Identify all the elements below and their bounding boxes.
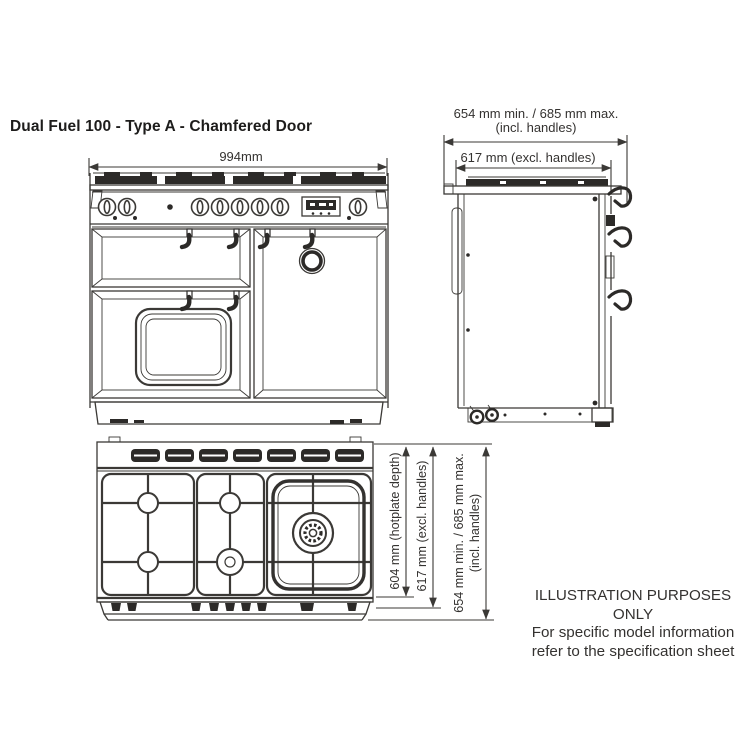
- front-hob-top: [90, 172, 388, 190]
- front-width-dimension: [89, 149, 387, 176]
- top-depth-incl-label-1: 654 mm min. / 685 mm max.: [452, 453, 466, 613]
- front-tall-oven-door: [254, 229, 386, 398]
- clock-display: [302, 197, 340, 216]
- front-control-panel: [90, 192, 388, 227]
- disclaimer-line-3: refer to the specification sheet: [531, 642, 735, 660]
- side-depth-incl-label-1: 654 mm min. / 685 mm max.: [453, 106, 619, 121]
- top-view-dimensions: [368, 444, 494, 620]
- hob-grates: [102, 474, 371, 595]
- top-depth-incl-label-2: (incl. handles): [468, 493, 482, 573]
- front-grill-door: [92, 229, 250, 287]
- side-knob-profile: [606, 215, 615, 226]
- front-plinth: [90, 402, 388, 424]
- side-view-drawing: [444, 106, 631, 427]
- adjustable-foot: [592, 408, 613, 427]
- top-depth-excl-label: 617 mm (excl. handles): [415, 460, 429, 592]
- top-view-fascia: [97, 598, 373, 620]
- oven-door-window: [136, 309, 231, 385]
- side-body: [452, 194, 615, 408]
- hotplate-depth-label: 604 mm (hotplate depth): [388, 452, 402, 590]
- rear-vents: [131, 449, 364, 462]
- side-depth-excl-label: 617 mm (excl. handles): [460, 150, 596, 165]
- ignition-button: [167, 204, 173, 210]
- disclaimer-text: [518, 587, 748, 661]
- top-view-drawing: [97, 437, 494, 620]
- front-view-drawing: [89, 149, 388, 424]
- side-door-handles: [609, 188, 631, 309]
- side-base: [458, 405, 613, 427]
- front-door-handles: [182, 229, 315, 309]
- front-right-corner-post: [376, 191, 387, 208]
- page-title: Dual Fuel 100 - Type A - Chamfered Door: [10, 118, 313, 135]
- wok-burner: [293, 513, 333, 553]
- disclaimer-line-1: ILLUSTRATION PURPOSES ONLY: [534, 587, 732, 623]
- front-width-label: 994mm: [219, 149, 263, 164]
- disclaimer-line-2: For specific model information: [531, 624, 735, 641]
- side-hob-top: [444, 177, 621, 194]
- side-depth-incl-label-2: (incl. handles): [495, 120, 577, 135]
- front-oven-door: [92, 291, 250, 398]
- door-emblem-ring: [300, 249, 325, 274]
